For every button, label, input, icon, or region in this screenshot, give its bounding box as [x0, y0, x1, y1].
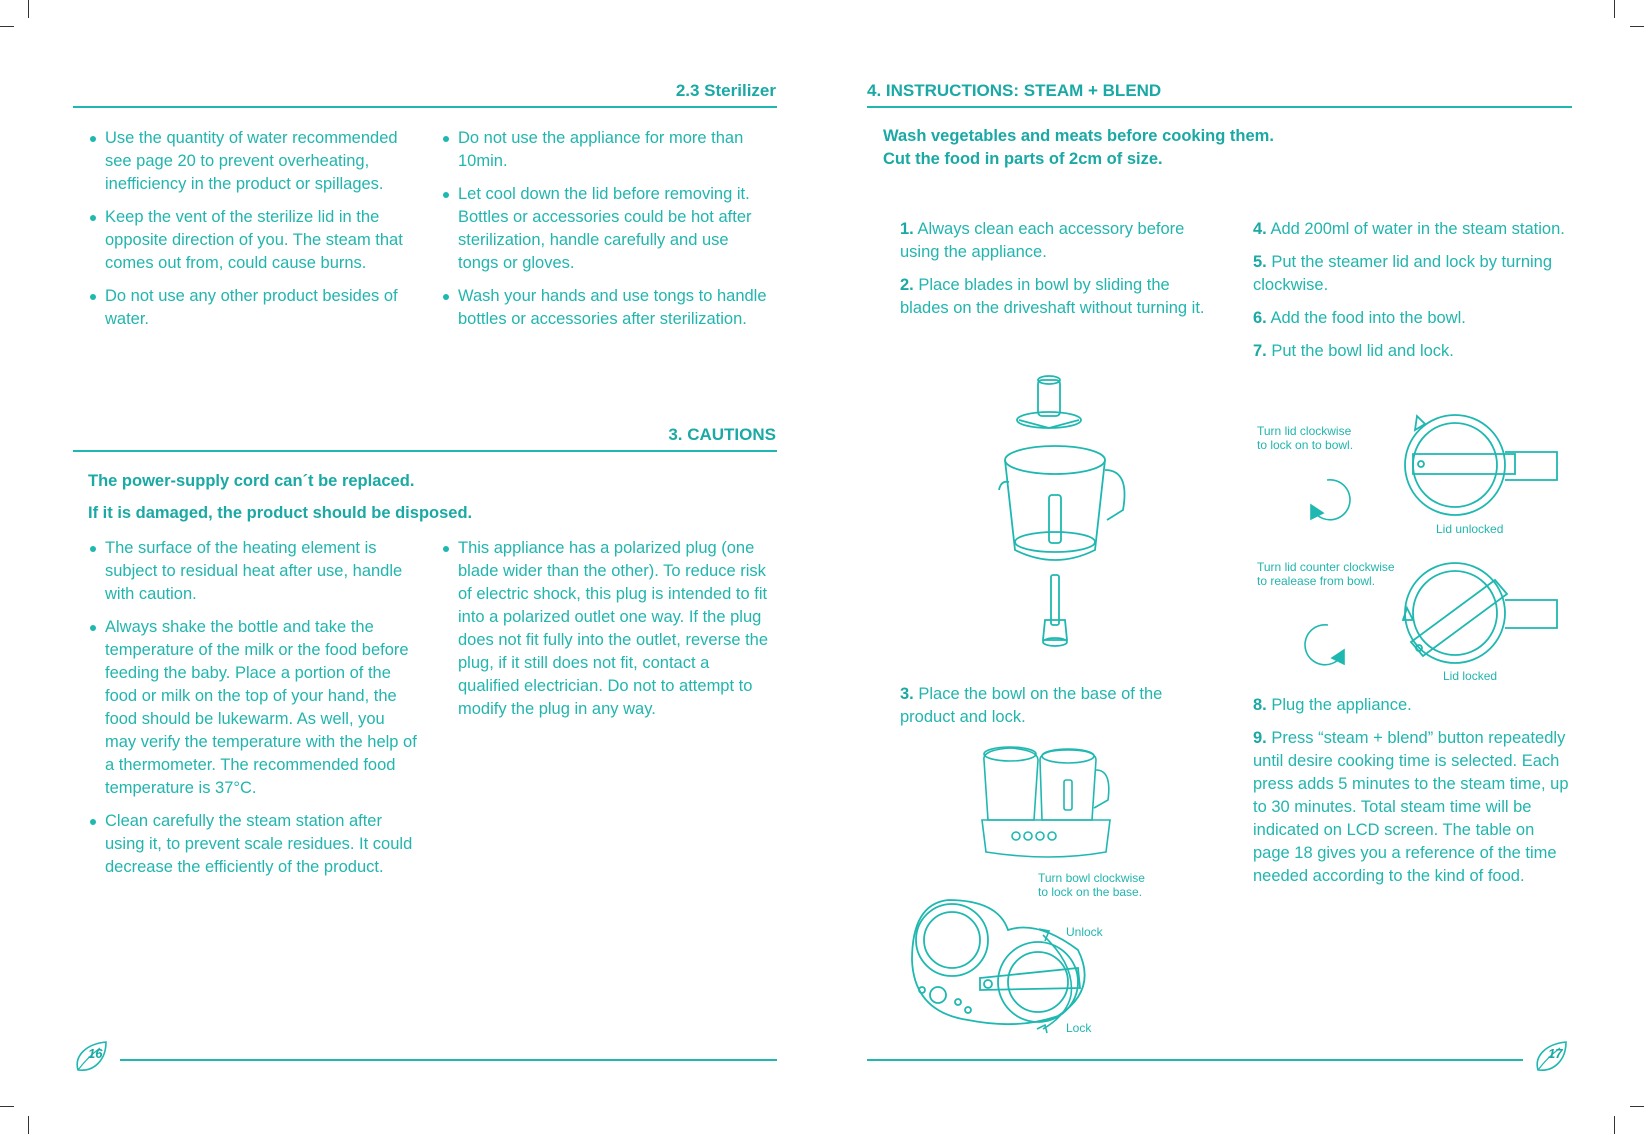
rotate-counterclockwise-icon — [1300, 620, 1350, 670]
list-item: The surface of the heating element is subject to residual heat after use, handle with caution. — [88, 537, 418, 606]
list-item: Do not use any other product besides of water. — [88, 285, 418, 331]
bowl-blade-illustration — [995, 370, 1135, 660]
list-item: Wash your hands and use tongs to handle bottles or accessories after sterilization. — [441, 285, 771, 331]
turn-lid-cw-caption — [1257, 424, 1353, 452]
cautions-intro-1: The power-supply cord can´t be replaced. — [88, 472, 415, 490]
step-text: Add 200ml of water in the steam station. — [1270, 220, 1565, 238]
step-text: Place the bowl on the base of the product and lock. — [900, 685, 1163, 726]
step-text: Place blades in bowl by sliding the blades on the driveshaft without turning it. — [900, 276, 1205, 317]
step-number: 3. — [900, 685, 914, 703]
list-item — [900, 274, 1210, 320]
list-item: Always shake the bottle and take the temperature of the milk or the food before feeding the baby. Place a portion of the food or milk on the top of your hand, the food should be lukewarm. As well, you may verify the temperature with the help of a thermometer. The recommended food temperature is 37°C. — [88, 616, 418, 800]
step-number: 8. — [1253, 696, 1267, 714]
step-text: Press “steam + blend” button repeatedly until desire cooking time is selected. Each press adds 5 minutes to the steam time, up to 30 minutes. Total steam time will be indicated on LCD screen. The table on page 18 gives you a reference of the time needed according to the kind of food. — [1253, 729, 1569, 885]
list-item: Clean carefully the steam station after using it, to prevent scale residues. It could decrease the efficiently of the product. — [88, 810, 418, 879]
step-text: Always clean each accessory before using the appliance. — [900, 220, 1185, 261]
lock-label: Lock — [1066, 1021, 1092, 1035]
sterilizer-col1 — [88, 127, 418, 341]
list-item: This appliance has a polarized plug (one blade wider than the other). To reduce risk of electric shock, this plug is intended to fit into a polarized outlet one way. If the plug does not fit fully into the outlet, reverse the plug, if it still does not fit, contact a qualified electrician. Do not to attempt to modify the plug in any way. — [441, 537, 771, 721]
list-item — [1253, 694, 1573, 717]
step-number: 9. — [1253, 729, 1267, 747]
step-text: Put the steamer lid and lock by turning clockwise. — [1253, 253, 1553, 294]
cautions-rule — [73, 450, 777, 452]
steps-col1-top — [900, 218, 1210, 330]
instructions-rule — [867, 106, 1572, 108]
steps-col2-top — [1253, 218, 1573, 373]
caption-line: Turn bowl clockwise — [1038, 871, 1145, 885]
page-number-right: 17 — [1548, 1046, 1563, 1061]
sterilizer-title: 2.3 Sterilizer — [675, 81, 776, 100]
sterilizer-rule — [73, 106, 777, 108]
instructions-intro-2: Cut the food in parts of 2cm of size. — [883, 150, 1163, 168]
list-item — [1253, 727, 1573, 888]
lid-unlocked-label: Lid unlocked — [1436, 522, 1504, 536]
footer-rule-right — [867, 1059, 1523, 1061]
footer-rule-left — [120, 1059, 777, 1061]
step-3 — [900, 683, 1210, 729]
cautions-col1 — [88, 537, 418, 889]
step-number: 5. — [1253, 253, 1267, 271]
cautions-col2 — [441, 537, 771, 731]
steps-col2-bottom — [1253, 694, 1573, 898]
cautions-title: 3. CAUTIONS — [668, 425, 776, 444]
step-number: 1. — [900, 220, 914, 238]
cautions-intro-2: If it is damaged, the product should be disposed. — [88, 504, 473, 522]
list-item — [1253, 340, 1573, 363]
step-number: 4. — [1253, 220, 1267, 238]
list-item: Keep the vent of the sterilize lid in the opposite direction of you. The steam that comes out from, could cause burns. — [88, 206, 418, 275]
caption-line: Turn lid clockwise — [1257, 424, 1352, 438]
instructions-intro-1: Wash vegetables and meats before cooking them. — [883, 127, 1274, 145]
caption-line: Turn lid counter clockwise — [1257, 560, 1395, 574]
lid-locked-label: Lid locked — [1443, 669, 1498, 683]
list-item — [900, 218, 1210, 264]
step-number: 2. — [900, 276, 914, 294]
unlock-label: Unlock — [1066, 925, 1103, 939]
step-text: Plug the appliance. — [1271, 696, 1412, 714]
rotate-arrow-icon — [1035, 925, 1085, 1035]
lid-unlocked-illustration — [1395, 410, 1565, 520]
product-illustration — [980, 740, 1120, 865]
instructions-title: 4. INSTRUCTIONS: STEAM + BLEND — [867, 81, 1162, 100]
caption-line: to lock on to bowl. — [1257, 438, 1354, 452]
turn-lid-ccw-caption — [1257, 560, 1395, 588]
step-number: 6. — [1253, 309, 1267, 327]
rotate-clockwise-icon — [1305, 475, 1355, 525]
list-item — [1253, 218, 1573, 241]
list-item — [1253, 251, 1573, 297]
caption-line: to realease from bowl. — [1257, 574, 1376, 588]
step-text: Add the food into the bowl. — [1270, 309, 1466, 327]
step-number: 7. — [1253, 342, 1267, 360]
list-item: Use the quantity of water recommended see page 20 to prevent overheating, inefficiency in the product or spillages. — [88, 127, 418, 196]
page-number-left: 16 — [88, 1046, 103, 1061]
list-item: Do not use the appliance for more than 10min. — [441, 127, 771, 173]
lid-locked-illustration — [1395, 558, 1565, 668]
step-text: Put the bowl lid and lock. — [1271, 342, 1454, 360]
list-item — [1253, 307, 1573, 330]
caption-line: to lock on the base. — [1038, 885, 1143, 899]
sterilizer-col2 — [441, 127, 771, 341]
list-item: Let cool down the lid before removing it. Bottles or accessories could be hot after sterilization, handle carefully and use tongs or gloves. — [441, 183, 771, 275]
